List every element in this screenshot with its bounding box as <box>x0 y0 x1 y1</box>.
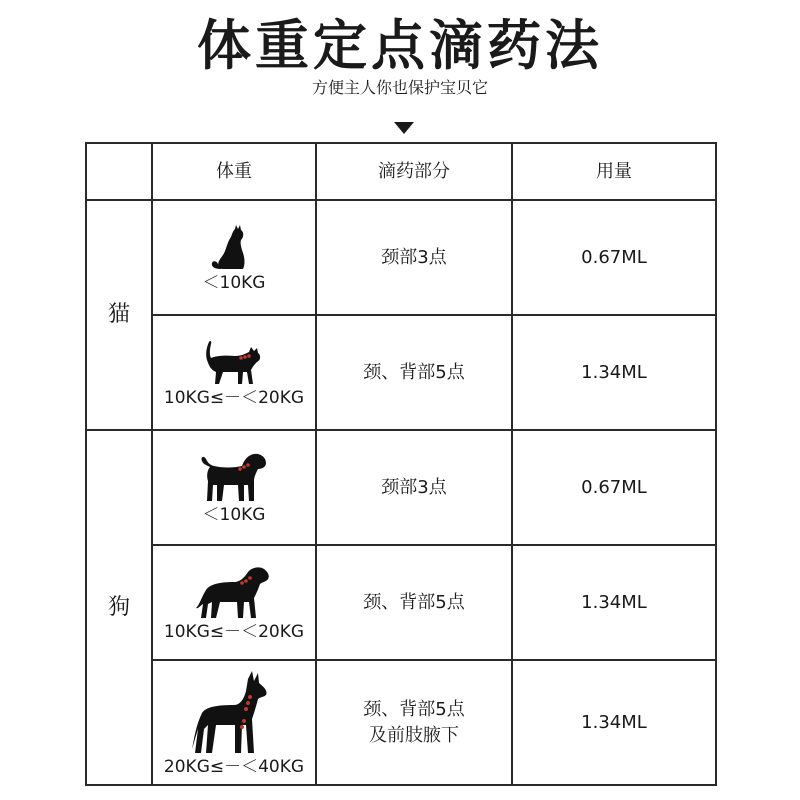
species-label-cat: 猫 <box>107 302 130 327</box>
small-dog-icon <box>198 451 270 505</box>
table-row-drop-part: 颈部3点 <box>381 246 447 268</box>
table-row-drop-part: 颈部3点 <box>381 476 447 498</box>
weight-range-label: 20KG≤－＜40KG <box>163 756 305 777</box>
cat-walking-icon <box>201 338 267 388</box>
table-row-dose: 0.67ML <box>581 246 647 268</box>
weight-range-label: 10KG≤－＜20KG <box>163 621 305 642</box>
table-row-dose: 0.67ML <box>581 476 647 498</box>
table-row-dose: 1.34ML <box>581 591 647 613</box>
table-row-dose: 1.34ML <box>581 711 647 733</box>
page-title: 体重定点滴药法 <box>197 14 603 77</box>
medium-dog-icon <box>194 564 274 622</box>
column-header-dose: 用量 <box>596 160 632 182</box>
weight-range-label: 10KG≤－＜20KG <box>163 387 305 408</box>
drop-part-line-1: 颈、背部5点 <box>363 698 465 720</box>
table-row-weight <box>153 661 315 784</box>
dosage-table <box>85 142 717 786</box>
header-corner <box>87 144 151 199</box>
table-row-dose: 1.34ML <box>581 361 647 383</box>
page-subtitle: 方便主人你也保护宝贝它 <box>311 78 488 97</box>
cat-sitting-icon <box>209 223 259 273</box>
species-label-dog: 狗 <box>107 594 130 620</box>
down-arrow-icon <box>394 122 414 134</box>
column-header-weight: 体重 <box>216 160 252 182</box>
table-row-drop-part: 颈、背部5点 <box>363 591 465 613</box>
table-row-weight <box>153 316 315 429</box>
table-row-drop-part: 颈、背部5点 <box>363 361 465 383</box>
table-row-weight <box>153 431 315 544</box>
weight-range-label: ＜10KG <box>202 272 266 293</box>
weight-range-label: ＜10KG <box>202 504 266 525</box>
table-row-weight <box>153 201 315 314</box>
table-row-weight <box>153 546 315 659</box>
large-dog-icon <box>188 669 280 757</box>
drop-part-line-2: 及前肢腋下 <box>369 724 459 746</box>
column-header-drop-part: 滴药部分 <box>378 160 450 182</box>
table-row-drop-part <box>317 661 511 784</box>
